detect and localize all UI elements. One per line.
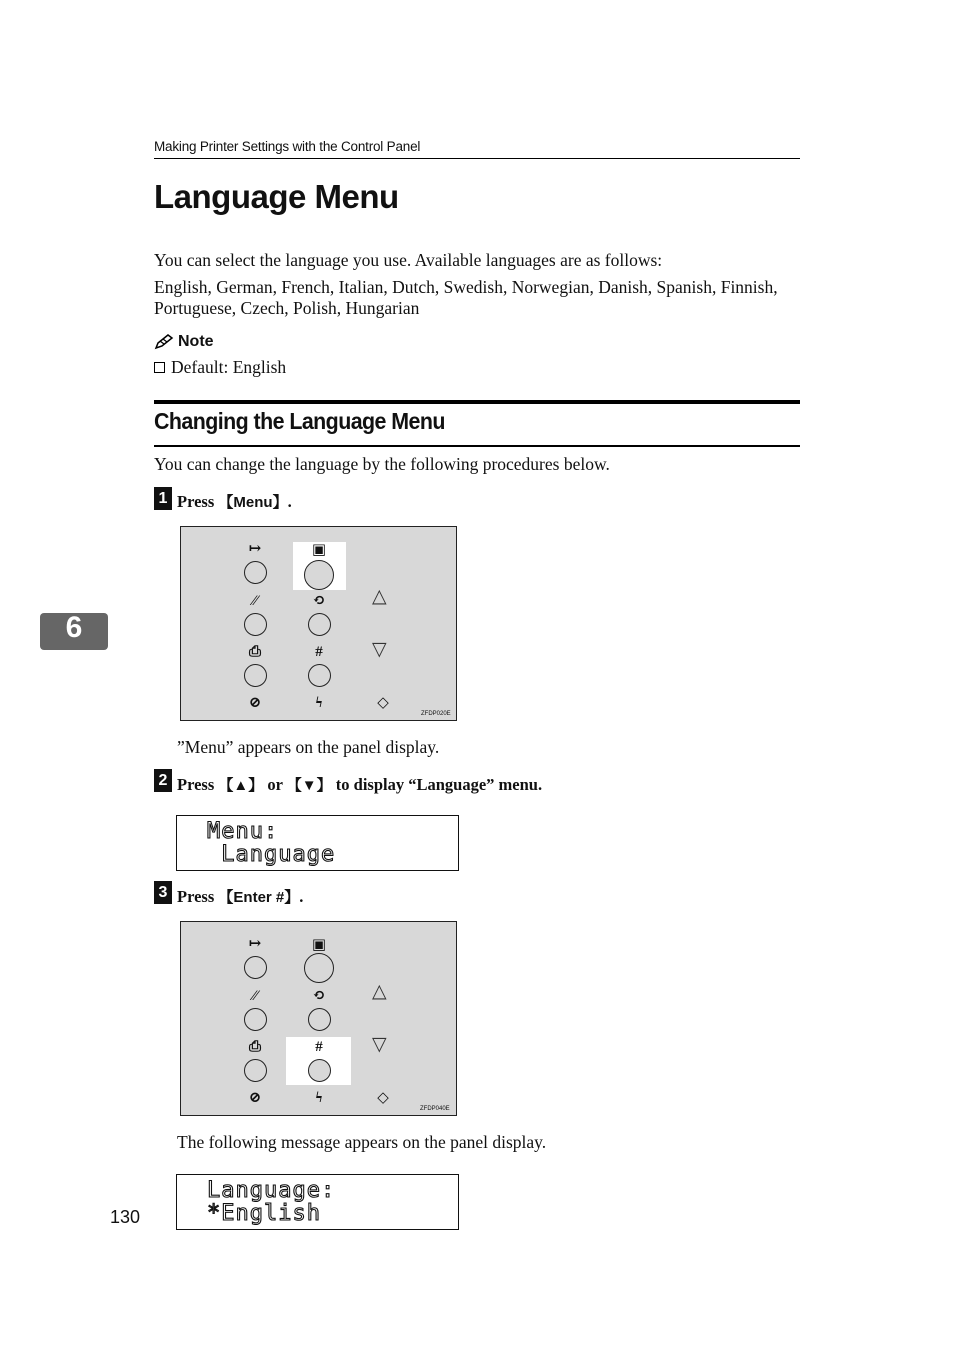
form-feed-icon: ⎙ xyxy=(248,1039,261,1055)
error-icon: ◇ xyxy=(377,1090,389,1106)
section-intro: You can change the language by the following procedures below. xyxy=(154,454,610,474)
online-icon: ↦ xyxy=(248,541,262,557)
figure-code: ZFDP040E xyxy=(420,1106,450,1112)
section-title: Changing the Language Menu xyxy=(154,408,445,434)
step-2-text: Press 【▲】 or 【▼】 to display “Language” menu. xyxy=(177,775,543,794)
up-key: 【▲】 xyxy=(218,777,264,794)
page-number: 130 xyxy=(110,1207,141,1227)
down-arrow-button[interactable]: ▽ xyxy=(372,1034,387,1055)
reset-icon: ⟲ xyxy=(312,988,326,1004)
step-3-number: 3 xyxy=(154,881,172,904)
chapter-number: 6 xyxy=(65,611,83,644)
menu-button[interactable] xyxy=(304,560,334,590)
menu-icon: ▣ xyxy=(311,937,327,953)
intro-text: You can select the language you use. Available languages are as follows: xyxy=(154,250,663,270)
down-arrow-button[interactable]: ▽ xyxy=(372,639,387,660)
header-rule xyxy=(154,158,800,159)
cancel-button[interactable] xyxy=(244,613,267,636)
section-rule-bottom xyxy=(154,445,800,447)
note-item-text: Default: English xyxy=(171,357,287,377)
cancel-button[interactable] xyxy=(244,1008,267,1031)
power-icon: ⊘ xyxy=(248,1090,262,1106)
page-title: Language Menu xyxy=(154,178,399,215)
form-feed-button[interactable] xyxy=(244,664,267,687)
lcd-line-1: Menu: xyxy=(207,819,279,844)
enter-icon: # xyxy=(315,1039,323,1055)
error-icon: ◇ xyxy=(377,695,389,711)
form-feed-button[interactable] xyxy=(244,1059,267,1082)
reset-button[interactable] xyxy=(308,1008,331,1031)
down-key: 【▼】 xyxy=(286,777,332,794)
figure-code: ZFDP020E xyxy=(421,711,451,717)
languages-list: English, German, French, Italian, Dutch, Swedish, Norwegian, Danish, Spanish, Finnish, Portuguese, Czech, Polish, Hungarian xyxy=(154,277,778,318)
up-arrow-button[interactable]: △ xyxy=(372,586,387,607)
note-label: Note xyxy=(178,333,214,350)
section-rule-top xyxy=(154,400,800,404)
data-in-icon: ϟ xyxy=(315,695,323,711)
note-item xyxy=(154,357,286,378)
lcd-line-1: Language: xyxy=(207,1178,336,1203)
reset-button[interactable] xyxy=(308,613,331,636)
data-in-icon: ϟ xyxy=(315,1090,323,1106)
online-icon: ↦ xyxy=(248,936,262,952)
menu-key: 【Menu】 xyxy=(218,494,288,511)
online-button[interactable] xyxy=(244,956,267,979)
lcd-line-2: *English xyxy=(207,1201,321,1226)
step-2-number: 2 xyxy=(154,769,172,792)
up-arrow-button[interactable]: △ xyxy=(372,981,387,1002)
reset-icon: ⟲ xyxy=(312,593,326,609)
pencil-icon xyxy=(154,334,174,350)
menu-icon: ▣ xyxy=(311,542,327,558)
form-feed-icon: ⎙ xyxy=(248,644,261,660)
menu-button[interactable] xyxy=(304,953,334,983)
online-button[interactable] xyxy=(244,561,267,584)
lcd-display-1 xyxy=(176,815,459,871)
checkbox-icon xyxy=(154,362,165,373)
step-3-result: The following message appears on the panel display. xyxy=(177,1132,547,1152)
power-icon: ⊘ xyxy=(248,695,262,711)
step-1-number: 1 xyxy=(154,487,172,510)
enter-button[interactable] xyxy=(308,664,331,687)
step-1-result: ”Menu” appears on the panel display. xyxy=(177,737,440,757)
control-panel-1 xyxy=(180,526,457,721)
lcd-display-2 xyxy=(176,1174,459,1230)
step-1-text: Press 【Menu】. xyxy=(177,492,292,511)
enter-key: 【Enter #】 xyxy=(218,889,300,906)
cancel-icon: ⁄⁄ xyxy=(252,988,258,1004)
lcd-line-2: Language xyxy=(207,842,336,867)
control-panel-2 xyxy=(180,921,457,1116)
step-3-text: Press 【Enter #】. xyxy=(177,887,304,906)
cancel-icon: ⁄⁄ xyxy=(252,593,258,609)
running-header: Making Printer Settings with the Control Panel xyxy=(154,139,421,154)
enter-button[interactable] xyxy=(308,1059,331,1082)
enter-icon: # xyxy=(315,644,323,660)
note-heading xyxy=(154,333,214,351)
